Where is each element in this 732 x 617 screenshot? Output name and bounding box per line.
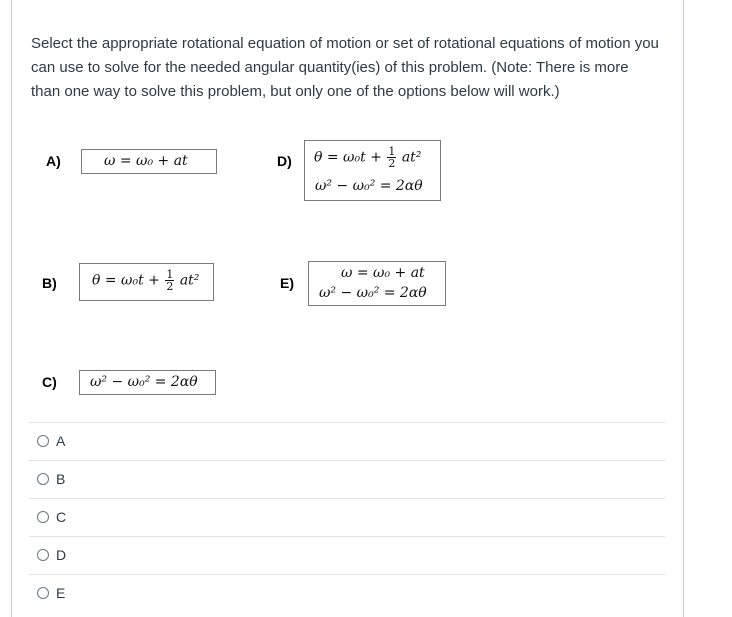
option-d-equation-1 — [314, 146, 421, 169]
option-a-equation: ω = ω₀ + at — [104, 153, 188, 169]
radio-d[interactable] — [37, 549, 49, 561]
option-b-equation — [92, 269, 199, 292]
choice-a-label[interactable]: A — [56, 433, 66, 449]
option-d-frac-den: 2 — [388, 157, 396, 170]
choice-d[interactable] — [29, 536, 665, 574]
option-b-frac-num: 1 — [166, 268, 174, 281]
option-b-eq-prefix: θ = ω₀t + — [92, 272, 160, 289]
option-b-label: B) — [42, 275, 57, 291]
choice-c[interactable] — [29, 498, 665, 536]
option-d-fraction — [387, 146, 396, 169]
option-c-equation-box — [79, 370, 216, 395]
option-d-equation-2: ω² − ω₀² = 2αθ — [315, 178, 423, 194]
option-a-equation-box — [81, 149, 217, 174]
choice-a[interactable] — [29, 422, 665, 460]
choice-e[interactable] — [29, 574, 665, 612]
choice-b[interactable] — [29, 460, 665, 498]
option-d-frac-num: 1 — [388, 145, 396, 158]
option-c-label: C) — [42, 374, 57, 390]
option-b-frac-den: 2 — [166, 280, 174, 293]
radio-e[interactable] — [37, 587, 49, 599]
option-e-equation-box — [308, 261, 446, 306]
radio-b[interactable] — [37, 473, 49, 485]
option-c-equation: ω² − ω₀² = 2αθ — [90, 374, 198, 390]
choice-c-label[interactable]: C — [56, 509, 67, 525]
radio-c[interactable] — [37, 511, 49, 523]
answer-choices — [29, 422, 665, 612]
option-e-equation-1: ω = ω₀ + at — [341, 265, 425, 281]
option-e-label: E) — [280, 275, 294, 291]
option-d-equation-box — [304, 140, 441, 201]
radio-a[interactable] — [37, 435, 49, 447]
option-a-label: A) — [46, 153, 61, 169]
option-b-equation-box — [79, 263, 214, 301]
choice-b-label[interactable]: B — [56, 471, 66, 487]
question-text: Select the appropriate rotational equation of motion or set of rotational equations of motion you can use to solve for the needed angular quantity(ies) of this problem. (Note: There is more than one way to solve this problem, but only one of the options below will work.) — [31, 35, 659, 100]
option-b-eq-suffix: at² — [179, 272, 200, 289]
choice-d-label[interactable]: D — [56, 547, 67, 563]
option-e-equation-2: ω² − ω₀² = 2αθ — [319, 285, 427, 301]
option-d-eq-prefix: θ = ω₀t + — [314, 149, 382, 166]
choice-e-label[interactable]: E — [56, 585, 66, 601]
option-b-fraction — [165, 269, 174, 292]
option-d-label: D) — [277, 153, 292, 169]
option-d-eq-suffix: at² — [401, 149, 422, 166]
